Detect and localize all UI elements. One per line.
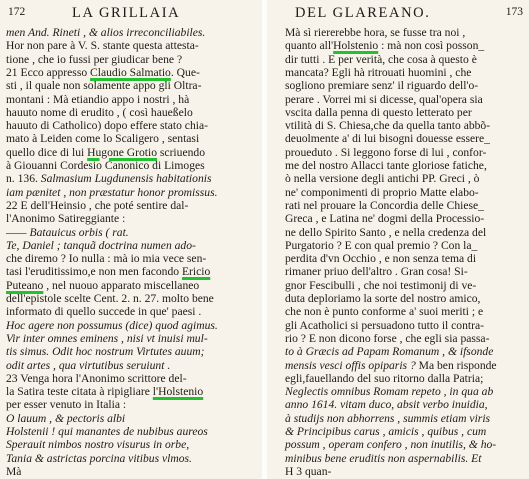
text-segment: quanto all' bbox=[285, 39, 334, 53]
text-segment: Neglectis omnibus Romam repeto , in qua ab bbox=[285, 385, 494, 399]
text-segment: : mà non così posson_ bbox=[378, 39, 485, 53]
text-line bbox=[285, 345, 493, 360]
text-segment: che diremo ? Io nulla : mà io mia vece sen- bbox=[6, 252, 207, 266]
text-segment: Ma ben risponde bbox=[415, 358, 497, 372]
right-page bbox=[267, 0, 529, 479]
text-segment: , nel nuouo apparato miscellaneo bbox=[43, 278, 200, 292]
text-segment: à Giouanni Cordesio Canonico di Limoges bbox=[6, 159, 205, 172]
text-line bbox=[6, 79, 201, 94]
text-segment: per esser venuto in Italia : bbox=[6, 398, 127, 412]
text-segment: rimaner priuo dell'altro . Gran cosa! Si- bbox=[285, 265, 468, 279]
text-segment: dell'epistole scelte Cent. 2. n. 27. molto bene bbox=[6, 292, 214, 305]
text-segment: rio ? E non dicono forse , che egli sia passa- bbox=[285, 331, 490, 345]
text-segment: Salmasium Lugdunensis habitationis bbox=[40, 172, 212, 186]
text-segment: Sperauit nimbos nostro visurus in orbe, bbox=[6, 438, 190, 452]
text-segment: ne dello Spirito Santo , e nella credenza del bbox=[285, 225, 487, 239]
text-line bbox=[285, 146, 486, 161]
text-segment: vscita dalla penna di questo letterato per bbox=[285, 105, 472, 119]
text-segment: tione , che io fussi per giudicar bene ? bbox=[6, 52, 183, 66]
text-segment: ò nella versione degli antichi PP. Greci , ò bbox=[285, 172, 480, 186]
text-line bbox=[285, 279, 476, 294]
left-running-title: LA GRILLAIA bbox=[72, 5, 181, 21]
text-segment: tasi l'eruditissimo,e non men facondo bbox=[6, 265, 182, 279]
text-segment: . Que- bbox=[170, 65, 200, 79]
text-segment: proueduto . Si leggono forse di lui , confor- bbox=[285, 145, 487, 159]
text-segment: O lauum , & pectoris albi bbox=[6, 411, 126, 425]
text-segment: sti , il quale non solamente appo gli Oltra- bbox=[6, 79, 202, 93]
text-segment: egli,fauellando del suo ritorno dalla Patria; bbox=[285, 371, 484, 385]
text-line bbox=[285, 465, 331, 479]
text-segment: gli Acatholici si persuadono tutto il contra- bbox=[285, 318, 484, 332]
text-segment: H 3 quan- bbox=[285, 464, 332, 478]
text-segment: mensis vesci offis opiparis ? bbox=[285, 358, 416, 372]
text-segment: —— Batauicus orbis ( rat. bbox=[6, 225, 129, 239]
left-page bbox=[0, 0, 262, 479]
text-segment: men And. Rineti , & alios irreconciliabiles. bbox=[6, 26, 206, 39]
text-segment: che non è punto conforme a' suoi meriti ; e bbox=[285, 305, 484, 319]
text-segment: Vir inter omnes eminens , nisi vt inuisi mul- bbox=[6, 331, 208, 345]
text-segment: perare . Vorrei mi si dicesse, qual'opera sia bbox=[285, 92, 483, 106]
right-page-number: 173 bbox=[505, 6, 523, 18]
text-segment: to à Græcis ad Papam Romanum , & ifsonde bbox=[285, 345, 494, 359]
text-segment: Tania & astrictas porcina vitibus vlmos. bbox=[6, 451, 192, 465]
text-segment: & Principibus carus , amicis , quibus , cum bbox=[285, 425, 487, 438]
text-segment: vtilità di S. Chiesa,che da quella tanto abbõ- bbox=[285, 119, 491, 133]
text-segment: hauuto di Catholico) dopo effere stato chia- bbox=[6, 119, 208, 133]
text-line bbox=[6, 345, 205, 360]
text-segment: sogliono premiare senz' il riguardo dell'o- bbox=[285, 79, 479, 93]
text-segment: Hoc agere non possumus (dice) quod agimus. bbox=[6, 318, 218, 332]
text-segment: minibus bene eruditis non aspernabilis. Et bbox=[285, 451, 482, 465]
text-line bbox=[6, 146, 205, 161]
text-segment: duta deploriamo la sorte del nostro amico, bbox=[285, 292, 481, 305]
text-line bbox=[6, 452, 192, 467]
text-segment: Greca , e Latina ne' dogmi della Processio- bbox=[285, 212, 485, 226]
text-segment: Purgatorio ? E con qual premio ? Con la_ bbox=[285, 238, 478, 252]
text-line bbox=[6, 465, 21, 479]
text-segment: hauuto nome di erudito , ( così haueßelo bbox=[6, 105, 193, 119]
text-line bbox=[285, 412, 490, 427]
text-line bbox=[285, 212, 484, 227]
highlighted-name: Claudio Salmatio bbox=[90, 65, 171, 79]
text-segment: Hor non pare à V. S. stante questa attesta- bbox=[6, 39, 199, 53]
text-segment: Mà sì riererebbe hora, se fusse tra noi , bbox=[285, 26, 466, 39]
text-segment: n. 136. bbox=[6, 172, 41, 186]
text-segment: ne' componimenti di proprio Matte elabo- bbox=[285, 185, 479, 199]
left-page-header bbox=[0, 5, 262, 23]
text-segment: possum , operam confero , non inutilis, & ho- bbox=[285, 438, 497, 452]
right-running-title: DEL GLAREANO. bbox=[295, 5, 431, 21]
text-line bbox=[285, 79, 478, 94]
highlighted-name: Holstenio bbox=[333, 39, 379, 53]
text-segment: quello dice di lui bbox=[6, 145, 88, 159]
text-segment: mancata? Egli hà ritrouati huomini , che bbox=[285, 65, 472, 79]
highlighted-name: Hugone Grotio bbox=[87, 145, 158, 159]
highlighted-name: Ericio bbox=[181, 265, 211, 279]
text-segment: dir tutti . E per verità, che cosa à questo è bbox=[285, 52, 477, 66]
text-line bbox=[6, 279, 199, 294]
text-segment: rati nel prouare la Concordia delle Chiese_ bbox=[285, 198, 484, 212]
text-segment: iam pænitet , non præstatur honor promissus. bbox=[6, 185, 218, 199]
text-segment: perdita d'vn Occhio , e non senza tema di bbox=[285, 252, 477, 266]
text-segment: gnor Fescibulli , che noi testimonij di ve- bbox=[285, 278, 477, 292]
highlighted-name: Puteano bbox=[6, 278, 44, 292]
text-segment: mato à Leiden come lo Scaligero , sentasi bbox=[6, 132, 200, 146]
text-segment: odit artes , qua virtutibus seruiunt . bbox=[6, 358, 171, 372]
text-segment: 21 Ecco appresso bbox=[6, 65, 91, 79]
left-page-number: 172 bbox=[8, 6, 26, 18]
text-line bbox=[6, 412, 125, 427]
text-segment: montani : Mà etiandio appo i nostri , hà bbox=[6, 92, 190, 106]
highlighted-name: l'Holstenio bbox=[152, 385, 204, 399]
text-segment: tis simus. Odit hoc nostrum Virtutes auum; bbox=[6, 345, 205, 359]
text-segment: me del nostro Allacci tante gloriose fatiche, bbox=[285, 159, 487, 172]
text-segment: l'Anonimo Satireggiante : bbox=[6, 212, 126, 226]
text-segment: deuolmente a' di lui bisogni douesse essere_ bbox=[285, 132, 490, 146]
text-segment: 23 Venga hora l'Anonimo scrittore del- bbox=[6, 371, 187, 385]
text-segment: à studijs non abhorrens , summis etiam viris bbox=[285, 411, 491, 425]
text-line bbox=[6, 212, 125, 227]
text-segment: 22 E dell'Heinsio , che poté sentire dal- bbox=[6, 198, 189, 212]
text-segment: la Satira teste citata à ripigliare bbox=[6, 385, 153, 399]
text-segment: Mà bbox=[6, 464, 22, 478]
text-segment: informato di quello succede in que' paesi . bbox=[6, 305, 202, 319]
text-segment: scriuendo bbox=[157, 145, 205, 159]
text-segment: Holstenii ! qui manantes de nubibus aureos bbox=[6, 425, 208, 438]
text-segment: Te, Daniel ; tanquã doctrina numen ado- bbox=[6, 238, 196, 252]
text-segment: anno 1614. vitam duco, absit verbo inuidia, bbox=[285, 398, 488, 412]
right-page-header bbox=[267, 5, 529, 23]
